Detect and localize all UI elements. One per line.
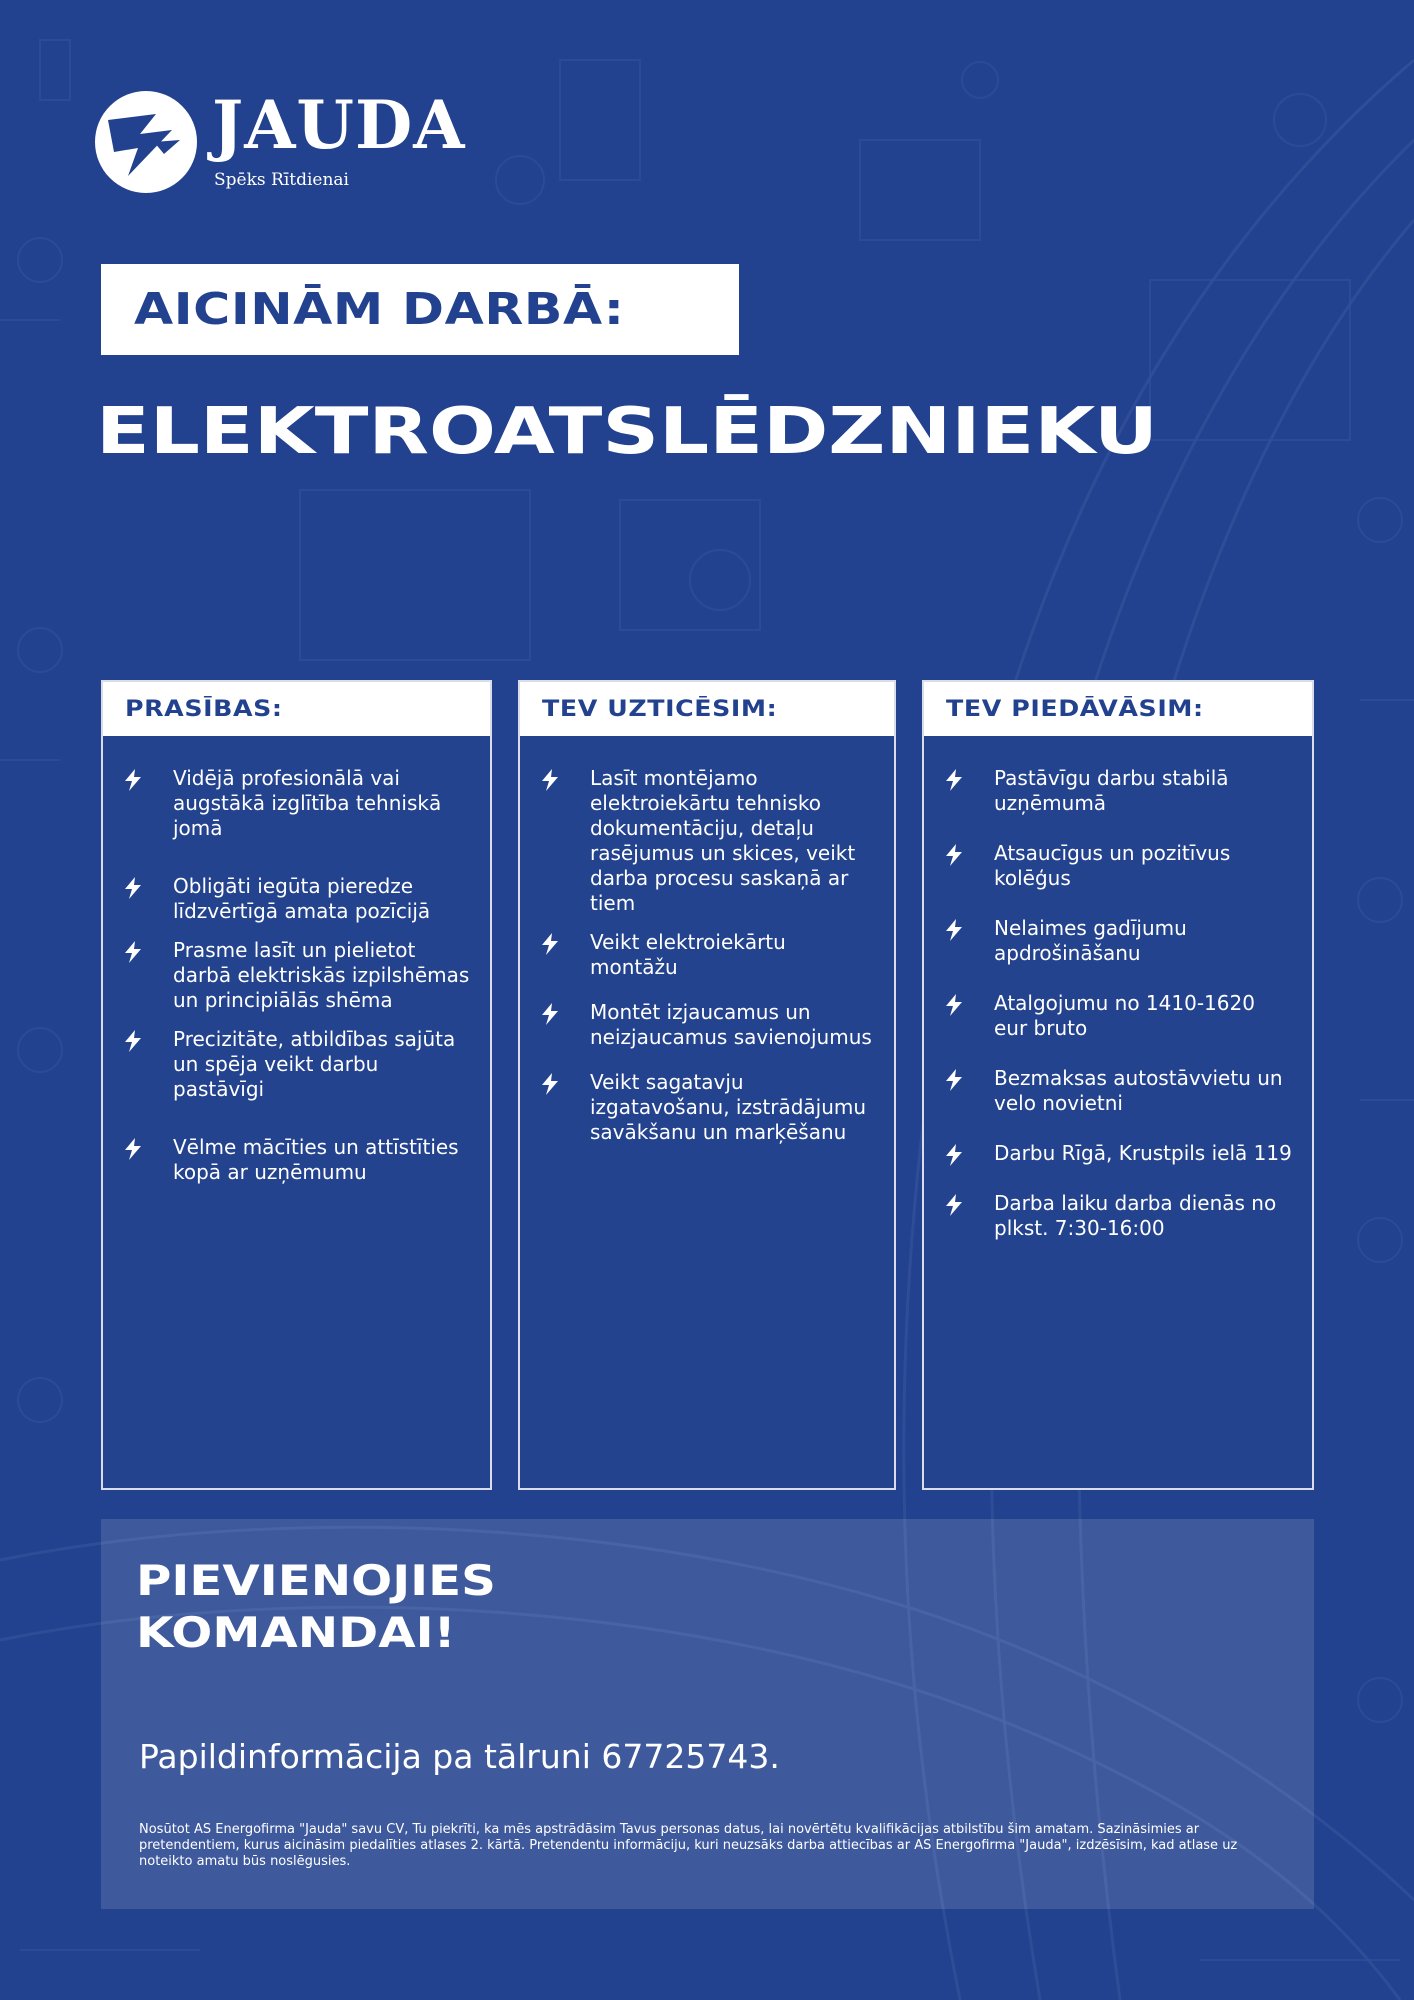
lightning-bolt-icon: [540, 933, 560, 955]
list-item: [123, 874, 472, 924]
list-item: [123, 1135, 472, 1185]
lightning-bolt-icon: [123, 941, 143, 963]
join-title: [136, 1555, 496, 1659]
list-item: [540, 1000, 876, 1050]
list-item-text: Obligāti iegūta pieredze līdzvērtīgā amata pozīcijā: [173, 874, 431, 923]
list-item: [944, 766, 1294, 816]
offer-header: [924, 682, 1312, 736]
brand-name: JAUDA: [212, 86, 466, 164]
responsibilities-header: [520, 682, 894, 736]
list-item-text: Darba laiku darba dienās no plkst. 7:30-16:00: [994, 1191, 1277, 1240]
lightning-bolt-icon: [540, 1073, 560, 1095]
lightning-bolt-icon: [123, 1138, 143, 1160]
list-item-text: Vidējā profesionālā vai augstākā izglītība tehniskā jomā: [173, 766, 442, 840]
lightning-bolt-icon: [944, 919, 964, 941]
invite-banner: [101, 264, 739, 355]
brand-tagline: Spēks Rītdienai: [214, 170, 349, 190]
lightning-bolt-icon: [123, 769, 143, 791]
responsibilities-list: [520, 736, 894, 1145]
privacy-note: Nosūtot AS Energofirma "Jauda" savu CV, Tu piekrīti, ka mēs apstrādāsim Tavus personas datus, lai novērtētu kvalifikācijas atbilstību šim amatam. Sazināsimies ar pretendentiem, kurus aicināsim piedalīties atlases 2. kārtā. Pretendentu informāciju, kuri neuzsāks darba attiecības ar AS Energofirma "Jauda", izdzēsīsim, kad atlase uz noteikto amatu būs noslēgusies.: [139, 1822, 1238, 1869]
invite-text: AICINĀM DARBĀ:: [134, 284, 625, 335]
lightning-bolt-icon: [540, 1003, 560, 1025]
list-item-text: Atalgojumu no 1410-1620 eur bruto: [994, 991, 1255, 1040]
lightning-bolt-icon: [123, 1030, 143, 1052]
list-item-text: Nelaimes gadījumu apdrošināšanu: [994, 916, 1187, 965]
requirements-header: [103, 682, 490, 736]
requirements-list: [103, 736, 490, 1185]
list-item: [123, 766, 472, 841]
list-item: [944, 1191, 1294, 1241]
requirements-column: [101, 680, 492, 1490]
list-item: [944, 916, 1294, 966]
offer-column: [922, 680, 1314, 1490]
join-title-line2: KOMANDAI!: [136, 1608, 456, 1657]
list-item: [944, 841, 1294, 891]
responsibilities-column: [518, 680, 896, 1490]
lightning-bolt-icon: [944, 994, 964, 1016]
join-title-line1: PIEVIENOJIES: [136, 1556, 496, 1605]
list-item: [123, 938, 472, 1013]
list-item: [540, 930, 876, 980]
job-title: ELEKTROATSLĒDZNIEKU: [96, 395, 1158, 469]
list-item: [540, 766, 876, 916]
offer-title: TEV PIEDĀVĀSIM:: [946, 696, 1204, 722]
list-item: [944, 1066, 1294, 1116]
list-item-text: Veikt elektroiekārtu montāžu: [590, 930, 786, 979]
lightning-bolt-icon: [944, 1069, 964, 1091]
list-item-text: Precizitāte, atbildības sajūta un spēja veikt darbu pastāvīgi: [173, 1027, 456, 1101]
contact-phone-text[interactable]: Papildinformācija pa tālruni 67725743.: [139, 1737, 780, 1776]
lightning-bolt-icon: [944, 769, 964, 791]
requirements-title: PRASĪBAS:: [125, 696, 283, 722]
list-item-text: Atsaucīgus un pozitīvus kolēģus: [994, 841, 1231, 890]
list-item-text: Bezmaksas autostāvvietu un velo novietni: [994, 1066, 1283, 1115]
lightning-bolt-icon: [944, 1144, 964, 1166]
lightning-bolt-icon: [123, 877, 143, 899]
lightning-bolt-icon: [540, 769, 560, 791]
list-item: [944, 1141, 1294, 1166]
responsibilities-title: TEV UZTICĒSIM:: [542, 696, 778, 722]
list-item-text: Vēlme mācīties un attīstīties kopā ar uzņēmumu: [173, 1135, 459, 1184]
list-item: [540, 1070, 876, 1145]
join-panel: [101, 1519, 1314, 1909]
list-item-text: Pastāvīgu darbu stabilā uzņēmumā: [994, 766, 1229, 815]
list-item-text: Veikt sagatavju izgatavošanu, izstrādājumu savākšanu un marķēšanu: [590, 1070, 867, 1144]
list-item-text: Montēt izjaucamus un neizjaucamus savienojumus: [590, 1000, 872, 1049]
lightning-bolt-icon: [944, 844, 964, 866]
list-item-text: Prasme lasīt un pielietot darbā elektriskās izpilshēmas un principiālās shēma: [173, 938, 470, 1012]
list-item: [944, 991, 1294, 1041]
list-item: [123, 1027, 472, 1102]
list-item-text: Darbu Rīgā, Krustpils ielā 119: [994, 1141, 1292, 1165]
offer-list: [924, 736, 1312, 1241]
lightning-bolt-icon: [944, 1194, 964, 1216]
list-item-text: Lasīt montējamo elektroiekārtu tehnisko dokumentāciju, detaļu rasējumus un skices, veikt darba procesu saskaņā ar tiem: [590, 766, 856, 915]
jauda-logo-mark-icon: [94, 90, 198, 194]
brand-logo[interactable]: [94, 86, 474, 200]
